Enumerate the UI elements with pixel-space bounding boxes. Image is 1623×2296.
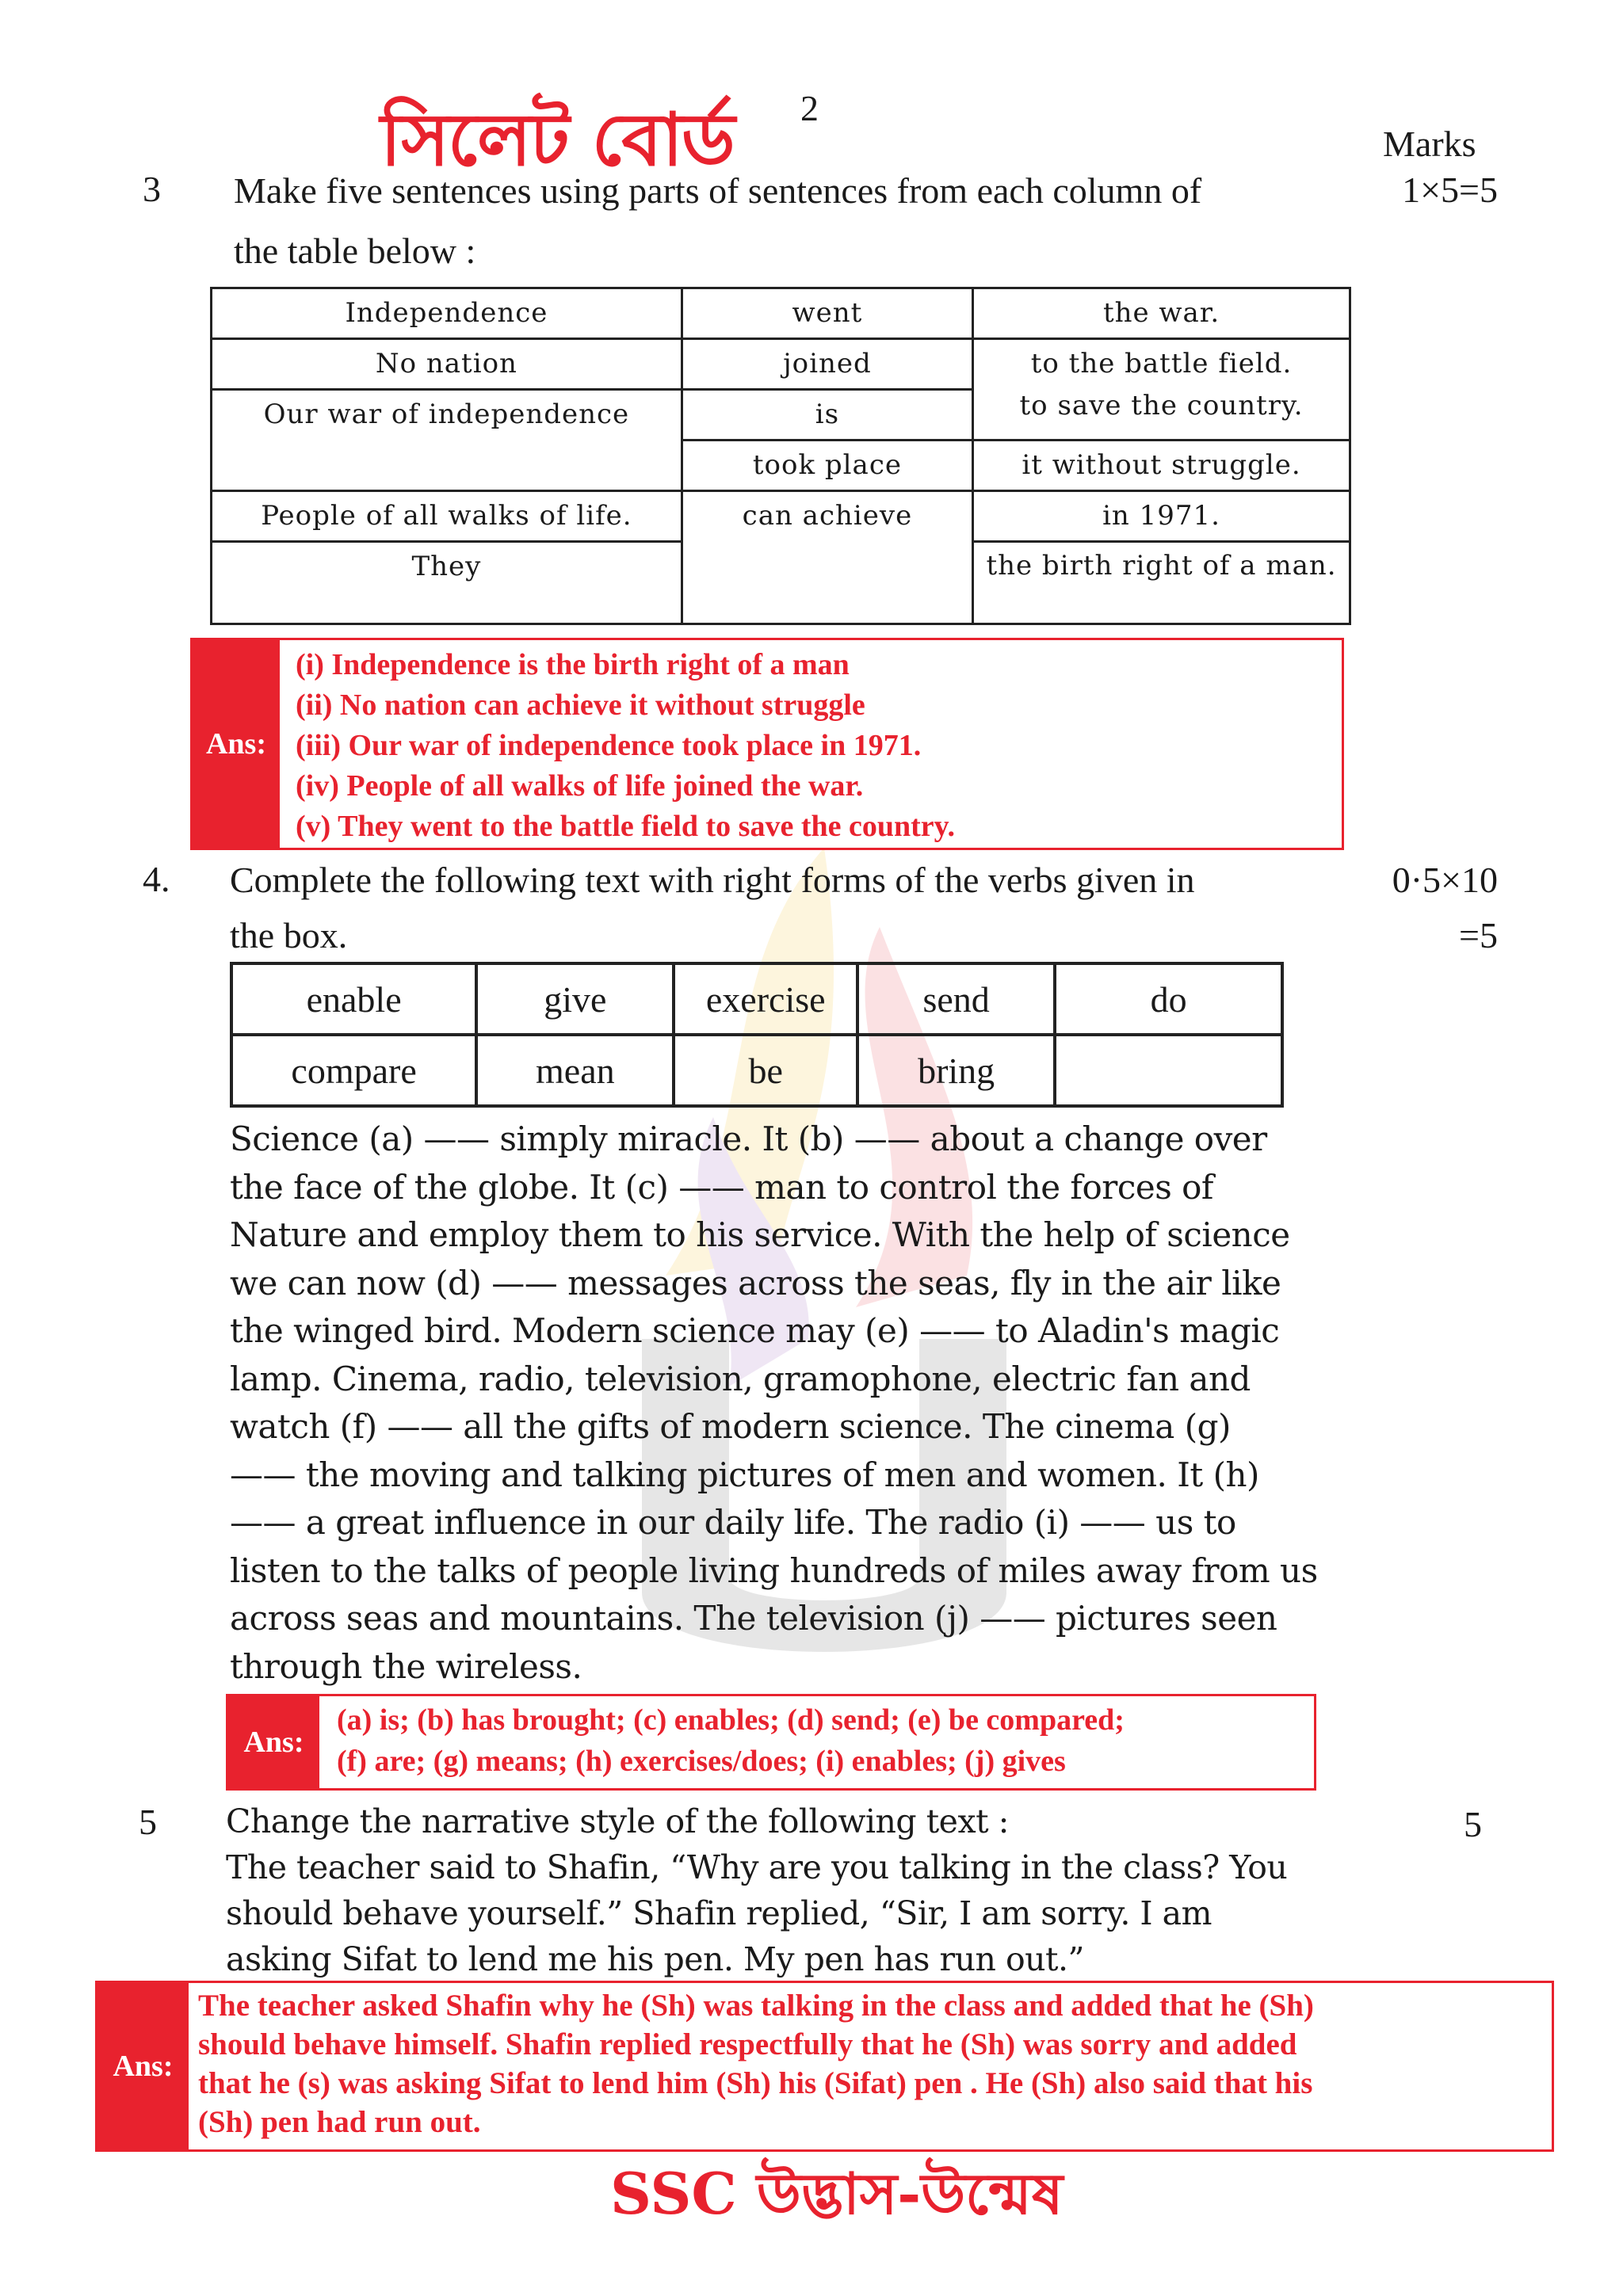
passage-line: listen to the talks of people living hundreds of miles away from us [230,1550,1318,1590]
passage-line: lamp. Cinema, radio, television, gramophone, electric fan and [230,1359,1251,1398]
answer-label: Ans: [97,1983,189,2149]
q5-line: asking Sifat to lend me his pen. My pen has run out.” [226,1940,1085,1978]
q5-line: should behave yourself.” Shafin replied, “Sir, I am sorry. I am [226,1894,1212,1932]
q5-text [226,1798,1327,1982]
answer-line: that he (s) was asking Sifat to lend him (Sh) his (Sifat) pen . He (Sh) also said that his [198,2066,1313,2100]
marks-heading: Marks [1383,124,1476,164]
answer-item: (i) Independence is the birth right of a man [296,648,850,681]
q4-marks-line2: =5 [1459,915,1498,955]
footer-brand: SSC উদ্ভাস-উন্মেষ [610,2160,1064,2227]
passage-line: Science (a) —— simply miracle. It (b) —— about a change over [230,1119,1267,1158]
answer-item: (ii) No nation can achieve it without struggle [296,688,865,722]
q4-answer-box [226,1694,1316,1791]
answer-item: (f) are; (g) means; (h) exercises/does; (i) enables; (j) gives [337,1745,1066,1778]
q5-instruction: Change the narrative style of the following text : [226,1802,1009,1840]
table-cell: took place [682,441,972,491]
answer-item: (iii) Our war of independence took place in 1971. [296,729,922,762]
table-cell: No nation [212,339,682,390]
passage-line: across seas and mountains. The television (j) —— pictures seen [230,1599,1277,1638]
q3-number: 3 [143,169,161,209]
q4-number: 4. [143,859,170,899]
q3-sentence-table [210,287,1351,625]
answer-line: should behave himself. Shafin replied respectfully that he (Sh) was sorry and added [198,2027,1297,2061]
passage-line: through the wireless. [230,1646,582,1686]
answer-label: Ans: [228,1696,319,1788]
q3-answer-list [280,640,955,848]
q4-marks [1339,852,1498,963]
table-cell: is [682,390,972,441]
page-number: 2 [800,88,819,128]
passage-line: —— a great influence in our daily life. The radio (i) —— us to [230,1503,1236,1542]
q5-number: 5 [139,1802,157,1842]
table-cell: Our war of independence [212,390,682,491]
q3-instructions [234,161,1335,281]
verb-cell: compare [231,1035,476,1106]
table-cell: the war. [973,288,1350,339]
verb-cell [1055,1035,1282,1106]
answer-line: The teacher asked Shafin why he (Sh) was talking in the class and added that he (Sh) [198,1989,1314,2023]
q5-line: The teacher said to Shafin, “Why are you talking in the class? You [226,1848,1288,1886]
table-cell: to the battle field. [973,339,1350,390]
passage-line: watch (f) —— all the gifts of modern science. The cinema (g) [230,1407,1231,1446]
q4-marks-line1: 0·5×10 [1392,860,1498,900]
table-cell: in 1971. [973,491,1350,542]
table-cell: can achieve [682,491,972,624]
answer-item: (a) is; (b) has brought; (c) enables; (d) send; (e) be compared; [337,1703,1125,1737]
verb-cell: mean [476,1035,674,1106]
answer-label: Ans: [193,640,280,848]
q5-marks: 5 [1464,1804,1482,1844]
q5-answer-box [95,1981,1554,2152]
table-cell: Independence [212,288,682,339]
q4-text-line1: Complete the following text with right forms of the verbs given in [230,860,1195,900]
table-cell: it without struggle. [973,441,1350,491]
board-title: সিলেট বোর্ড [380,97,734,182]
verb-cell: enable [231,963,476,1035]
answer-line: (Sh) pen had run out. [198,2105,481,2139]
answer-item: (v) They went to the battle field to save the country. [296,810,956,843]
q3-marks: 1×5=5 [1402,170,1498,210]
table-cell: They [212,542,682,624]
verb-cell: exercise [674,963,857,1035]
q4-text-line2: the box. [230,915,348,955]
table-cell: to save the country. [973,390,1350,441]
verb-cell: send [857,963,1055,1035]
verb-cell: bring [857,1035,1055,1106]
verb-cell: do [1055,963,1282,1035]
passage-line: we can now (d) —— messages across the seas, fly in the air like [230,1263,1281,1302]
passage-line: the winged bird. Modern science may (e) —— to Aladin's magic [230,1311,1280,1350]
table-cell: the birth right of a man. [973,542,1350,624]
q4-verb-box [230,962,1284,1108]
passage-line: the face of the globe. It (c) —— man to control the forces of [230,1167,1213,1207]
passage-line: —— the moving and talking pictures of men and women. It (h) [230,1455,1259,1494]
q3-text-line1: Make five sentences using parts of sentences from each column of [234,170,1202,211]
verb-cell: be [674,1035,857,1106]
q4-answer-list [319,1696,1125,1788]
table-cell: People of all walks of life. [212,491,682,542]
answer-item: (iv) People of all walks of life joined the war. [296,769,864,803]
q3-text-line2: the table below : [234,231,476,271]
q5-answer-text [189,1983,1314,2149]
passage-line: Nature and employ them to his service. With the help of science [230,1215,1290,1254]
table-cell: went [682,288,972,339]
q4-passage [230,1116,1327,1691]
verb-cell: give [476,963,674,1035]
q3-answer-box [190,638,1344,850]
q4-instructions [230,852,1335,963]
table-cell: joined [682,339,972,390]
